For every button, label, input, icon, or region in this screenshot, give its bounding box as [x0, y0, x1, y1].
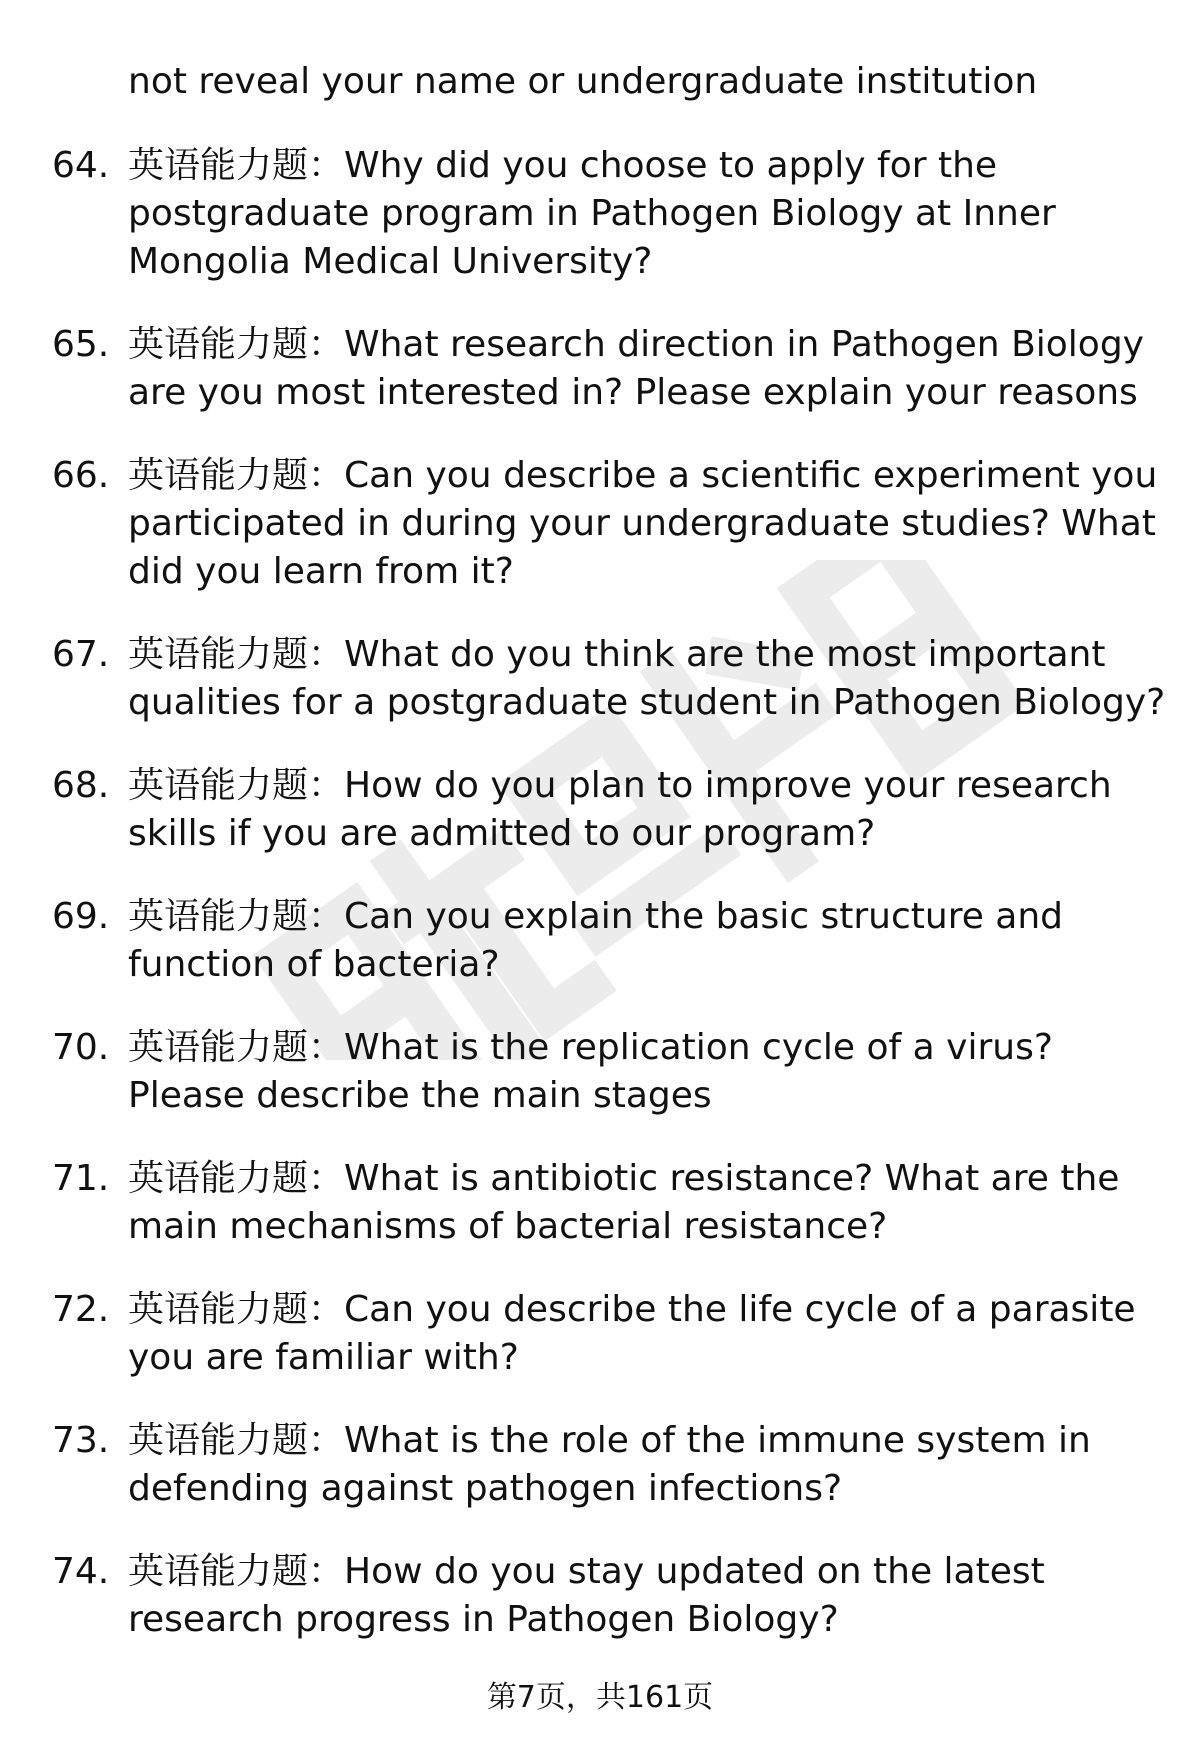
- question-number: 70.: [52, 1027, 110, 1068]
- question-prefix: 英语能力题：: [128, 634, 345, 675]
- question-item: [0, 142, 1180, 286]
- question-number: 69.: [52, 896, 110, 937]
- question-number: 65.: [52, 324, 110, 365]
- question-item: [0, 893, 1180, 989]
- question-text: Can you explain the basic structure and function of bacteria?: [128, 896, 1064, 985]
- question-item: [0, 1286, 1180, 1382]
- question-prefix: 英语能力题：: [128, 1551, 345, 1592]
- question-item: [0, 631, 1180, 727]
- question-text: What is antibiotic resistance? What are the main mechanisms of bacterial resistance?: [128, 1158, 1120, 1247]
- question-prefix: 英语能力题：: [128, 1027, 345, 1068]
- question-number: 66.: [52, 455, 110, 496]
- question-prefix: 英语能力题：: [128, 1420, 345, 1461]
- question-number: 74.: [52, 1551, 110, 1592]
- question-item: [0, 1417, 1180, 1513]
- question-text: How do you stay updated on the latest research progress in Pathogen Biology?: [128, 1551, 1045, 1640]
- question-text: What do you think are the most important qualities for a postgraduate student in Pathogen Biology?: [128, 634, 1166, 723]
- question-number: 67.: [52, 634, 110, 675]
- question-number: 64.: [52, 145, 110, 186]
- question-item: [0, 452, 1180, 596]
- question-prefix: 英语能力题：: [128, 1158, 345, 1199]
- question-text: How do you plan to improve your research skills if you are admitted to our program?: [128, 765, 1112, 854]
- page-footer: 第7页，共161页: [486, 1680, 714, 1715]
- question-number: 73.: [52, 1420, 110, 1461]
- question-prefix: 英语能力题：: [128, 896, 345, 937]
- question-text: Why did you choose to apply for the postgraduate program in Pathogen Biology at Inner Mongolia Medical University?: [128, 145, 1056, 282]
- question-number: 72.: [52, 1289, 110, 1330]
- question-text: What is the role of the immune system in defending against pathogen infections?: [128, 1420, 1091, 1509]
- question-prefix: 英语能力题：: [128, 1289, 345, 1330]
- question-text: What research direction in Pathogen Biology are you most interested in? Please explain your reasons: [128, 324, 1144, 413]
- question-item: [0, 321, 1180, 417]
- question-number: 71.: [52, 1158, 110, 1199]
- question-prefix: 英语能力题：: [128, 324, 345, 365]
- question-text: Can you describe a scientific experiment you participated in during your undergraduate studies? What did you learn from it?: [128, 455, 1158, 592]
- question-item: [0, 762, 1180, 858]
- question-text: What is the replication cycle of a virus? Please describe the main stages: [128, 1027, 1053, 1116]
- question-item: [0, 1548, 1180, 1644]
- question-item: [0, 1024, 1180, 1120]
- question-list: [0, 142, 1200, 1679]
- continuation-text: not reveal your name or undergraduate institution: [128, 61, 1038, 102]
- question-prefix: 英语能力题：: [128, 765, 345, 806]
- question-item: [0, 1155, 1180, 1251]
- question-prefix: 英语能力题：: [128, 145, 345, 186]
- question-prefix: 英语能力题：: [128, 455, 345, 496]
- question-number: 68.: [52, 765, 110, 806]
- question-text: Can you describe the life cycle of a parasite you are familiar with?: [128, 1289, 1136, 1378]
